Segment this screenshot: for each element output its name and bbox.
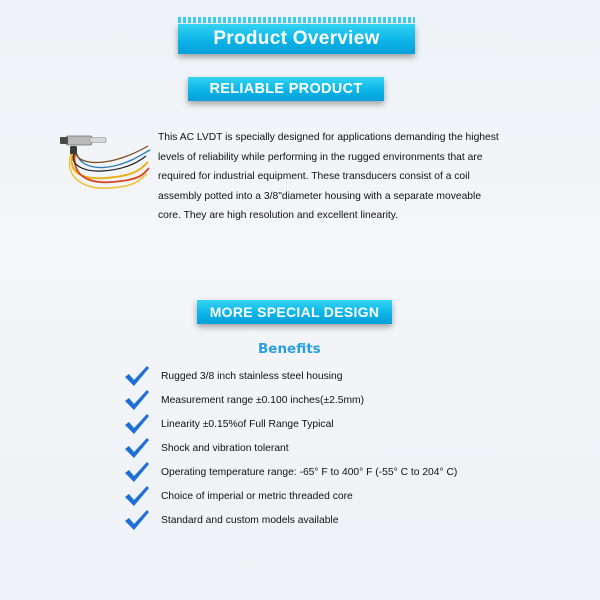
description-line: This AC LVDT is specially designed for applications demanding the highest [158, 132, 499, 143]
product-overview-banner [178, 24, 415, 54]
benefit-text: Rugged 3/8 inch stainless steel housing [161, 370, 343, 382]
check-icon [124, 509, 150, 531]
check-icon [124, 365, 150, 387]
special-design-title: MORE SPECIAL DESIGN [209, 304, 380, 320]
lvdt-product-image [52, 124, 152, 196]
check-icon [124, 389, 150, 411]
description-line: required for industrial equipment. These transducers consist of a coil [158, 171, 470, 182]
description-line: levels of reliability while performing in the rugged environments that are [158, 151, 483, 163]
product-description [158, 128, 518, 226]
benefits-title: Benefits [258, 341, 321, 357]
list-item [124, 484, 544, 508]
check-icon [124, 413, 150, 435]
banner-stripes [178, 17, 415, 23]
benefit-text: Measurement range ±0.100 inches(±2.5mm) [161, 394, 365, 406]
list-item [124, 460, 544, 484]
check-icon [124, 461, 150, 483]
page-title: Product Overview [213, 28, 380, 49]
benefit-text: Shock and vibration tolerant [161, 442, 289, 454]
reliable-product-title: RELIABLE PRODUCT [209, 81, 363, 97]
benefit-text: Choice of imperial or metric threaded core [161, 490, 353, 502]
description-line: assembly potted into a 3/8"diameter housing with a separate moveable [158, 190, 482, 202]
list-item [124, 412, 544, 436]
benefit-text: Operating temperature range: -65° F to 400° F (-55° C to 204° C) [161, 466, 458, 478]
description-line: core. They are high resolution and excellent linearity. [158, 210, 399, 221]
check-icon [124, 485, 150, 507]
check-icon [124, 437, 150, 459]
list-item [124, 388, 544, 412]
benefit-list [124, 364, 544, 532]
list-item [124, 508, 544, 532]
reliable-product-banner [188, 77, 384, 101]
benefit-text: Standard and custom models available [161, 514, 339, 526]
list-item [124, 436, 544, 460]
more-special-design-banner [197, 300, 392, 324]
benefit-text: Linearity ±0.15%of Full Range Typical [161, 418, 334, 430]
list-item [124, 364, 544, 388]
